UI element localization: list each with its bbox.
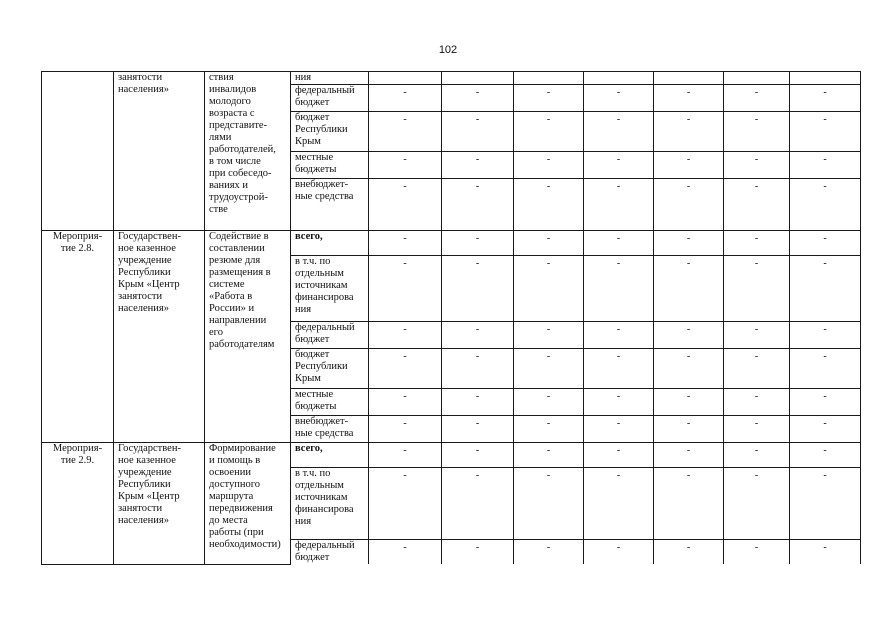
value-cell (724, 152, 790, 179)
value-cell (724, 416, 790, 443)
event-cell: Мероприя- тие 2.8. (42, 231, 114, 443)
value-cell (654, 540, 724, 565)
funding-source-cell: в т.ч. по отдельным источникам финансирова ния (291, 256, 369, 322)
value-text: - (616, 324, 621, 335)
value-cell (654, 72, 724, 85)
value-cell (442, 179, 514, 231)
value-cell (369, 72, 442, 85)
value-text: - (686, 470, 691, 481)
value-cell (790, 231, 861, 256)
funding-source-cell: местные бюджеты (291, 389, 369, 416)
value-text: - (823, 258, 827, 269)
value-text: - (475, 470, 480, 481)
value-text: - (475, 418, 480, 429)
table-row (42, 443, 861, 468)
value-text: - (403, 258, 407, 269)
value-cell (724, 112, 790, 152)
value-cell (654, 416, 724, 443)
value-text: - (546, 391, 551, 402)
value-text: - (754, 114, 759, 125)
value-text: - (823, 418, 827, 429)
table-row (42, 231, 861, 256)
value-cell (369, 85, 442, 112)
value-text: - (823, 470, 827, 481)
value-cell (790, 443, 861, 468)
value-cell (442, 85, 514, 112)
value-cell (369, 416, 442, 443)
value-cell (724, 179, 790, 231)
value-text: - (754, 351, 759, 362)
value-cell (654, 468, 724, 540)
event-cell (42, 72, 114, 231)
value-cell (654, 443, 724, 468)
value-cell (514, 322, 584, 349)
value-text: - (546, 181, 551, 192)
value-cell (724, 389, 790, 416)
funding-source-cell: федеральный бюджет (291, 85, 369, 112)
value-cell (654, 322, 724, 349)
value-cell (654, 256, 724, 322)
value-cell (514, 152, 584, 179)
value-text: - (546, 445, 551, 456)
funding-source-cell: внебюджет- ные средства (291, 416, 369, 443)
value-cell (724, 443, 790, 468)
value-text: - (475, 114, 480, 125)
value-text: - (546, 154, 551, 165)
value-cell (514, 85, 584, 112)
value-cell (514, 256, 584, 322)
value-text: - (403, 181, 407, 192)
value-cell (369, 231, 442, 256)
funding-source-cell: ния (291, 72, 369, 85)
value-text: - (686, 181, 691, 192)
value-cell (514, 72, 584, 85)
value-text: - (823, 233, 827, 244)
table-body (42, 72, 861, 565)
value-text: - (823, 181, 827, 192)
value-text: - (403, 114, 407, 125)
value-text: - (475, 181, 480, 192)
value-cell (369, 256, 442, 322)
executor-cell: Государствен- ное казенное учреждение Республики Крым «Центр занятости населения» (114, 443, 205, 565)
value-cell (442, 322, 514, 349)
value-text: - (823, 114, 827, 125)
value-cell (790, 152, 861, 179)
value-cell (790, 179, 861, 231)
value-cell (654, 179, 724, 231)
value-cell (514, 416, 584, 443)
value-cell (790, 256, 861, 322)
value-cell (514, 231, 584, 256)
value-cell (654, 349, 724, 389)
value-cell (584, 322, 654, 349)
value-cell (369, 443, 442, 468)
value-text: - (546, 418, 551, 429)
value-cell (442, 443, 514, 468)
value-text: - (403, 351, 407, 362)
value-text: - (686, 351, 691, 362)
value-cell (584, 443, 654, 468)
value-cell (584, 72, 654, 85)
value-cell (514, 468, 584, 540)
value-cell (790, 112, 861, 152)
value-text: - (754, 324, 759, 335)
value-text: - (403, 154, 407, 165)
value-cell (514, 443, 584, 468)
value-text: - (686, 233, 691, 244)
value-cell (654, 152, 724, 179)
value-text: - (686, 87, 691, 98)
value-text: - (403, 542, 407, 553)
value-text: - (403, 391, 407, 402)
value-cell (369, 389, 442, 416)
value-cell (790, 322, 861, 349)
funding-source-cell: внебюджет- ные средства (291, 179, 369, 231)
page-number: 102 (438, 44, 458, 56)
value-text: - (754, 418, 759, 429)
funding-source-cell: федеральный бюджет (291, 540, 369, 565)
executor-cell: занятости населения» (114, 72, 205, 231)
value-cell (724, 322, 790, 349)
value-cell (790, 540, 861, 565)
value-cell (514, 389, 584, 416)
funding-source-cell: федеральный бюджет (291, 322, 369, 349)
funding-source-cell: местные бюджеты (291, 152, 369, 179)
funding-source-cell: всего, (291, 231, 369, 256)
value-cell (790, 389, 861, 416)
value-text: - (686, 542, 691, 553)
measure-content-cell: Формирование и помощь в освоении доступного маршрута передвижения до места работы (при необходимости) (205, 443, 291, 565)
value-text: - (546, 87, 551, 98)
value-text: - (754, 154, 759, 165)
value-cell (724, 231, 790, 256)
value-cell (724, 540, 790, 565)
value-cell (514, 540, 584, 565)
value-text: - (754, 542, 759, 553)
value-text: - (823, 154, 827, 165)
value-cell (442, 112, 514, 152)
value-cell (442, 468, 514, 540)
value-cell (514, 179, 584, 231)
value-text: - (686, 114, 691, 125)
value-cell (724, 85, 790, 112)
value-cell (584, 231, 654, 256)
value-cell (724, 468, 790, 540)
value-text: - (616, 181, 621, 192)
value-cell (584, 468, 654, 540)
value-text: - (403, 233, 407, 244)
value-text: - (686, 418, 691, 429)
value-text: - (686, 324, 691, 335)
value-cell (584, 85, 654, 112)
value-text: - (546, 233, 551, 244)
value-text: - (754, 445, 759, 456)
value-text: - (403, 418, 407, 429)
value-cell (790, 416, 861, 443)
value-cell (369, 349, 442, 389)
value-text: - (823, 351, 827, 362)
value-cell (442, 231, 514, 256)
value-text: - (823, 391, 827, 402)
value-text: - (546, 470, 551, 481)
value-text: - (686, 154, 691, 165)
value-text: - (616, 233, 621, 244)
value-text: - (823, 445, 827, 456)
value-cell (369, 112, 442, 152)
value-text: - (475, 233, 480, 244)
value-cell (724, 256, 790, 322)
value-text: - (475, 391, 480, 402)
value-cell (369, 468, 442, 540)
value-text: - (616, 470, 621, 481)
value-text: - (823, 324, 827, 335)
value-text: - (616, 258, 621, 269)
value-text: - (754, 233, 759, 244)
value-text: - (403, 470, 407, 481)
value-cell (369, 540, 442, 565)
value-cell (584, 179, 654, 231)
value-text: - (546, 351, 551, 362)
value-cell (442, 152, 514, 179)
value-text: - (403, 87, 407, 98)
value-text: - (823, 542, 827, 553)
value-text: - (616, 154, 621, 165)
measure-content-cell: Содействие в составлении резюме для размещения в системе «Работа в России» и направлении его работодателям (205, 231, 291, 443)
value-text: - (546, 114, 551, 125)
funding-source-cell: бюджет Республики Крым (291, 112, 369, 152)
value-text: - (546, 542, 551, 553)
value-text: - (686, 391, 691, 402)
value-cell (442, 349, 514, 389)
value-text: - (616, 445, 621, 456)
executor-cell: Государствен- ное казенное учреждение Республики Крым «Центр занятости населения» (114, 231, 205, 443)
value-cell (514, 112, 584, 152)
value-cell (790, 349, 861, 389)
value-text: - (616, 542, 621, 553)
value-text: - (403, 324, 407, 335)
value-text: - (475, 542, 480, 553)
event-cell: Мероприя- тие 2.9. (42, 443, 114, 565)
measure-content-cell: ствия инвалидов молодого возраста с представите- лями работодателей, в том числе при собеседо- ваниях и трудоустрой- стве (205, 72, 291, 231)
value-cell (654, 112, 724, 152)
value-text: - (754, 391, 759, 402)
value-text: - (686, 445, 691, 456)
value-cell (584, 349, 654, 389)
value-cell (442, 256, 514, 322)
value-text: - (616, 391, 621, 402)
value-text: - (475, 324, 480, 335)
funding-source-cell: в т.ч. по отдельным источникам финансирова ния (291, 468, 369, 540)
value-cell (790, 85, 861, 112)
value-text: - (754, 470, 759, 481)
value-cell (514, 349, 584, 389)
value-cell (369, 322, 442, 349)
value-cell (369, 152, 442, 179)
value-cell (442, 72, 514, 85)
value-cell (654, 231, 724, 256)
value-cell (654, 85, 724, 112)
value-text: - (475, 351, 480, 362)
funding-table (41, 71, 861, 565)
value-text: - (475, 154, 480, 165)
value-text: - (546, 258, 551, 269)
value-cell (584, 152, 654, 179)
value-text: - (475, 258, 480, 269)
value-cell (584, 389, 654, 416)
value-text: - (754, 258, 759, 269)
value-cell (584, 256, 654, 322)
value-text: - (616, 351, 621, 362)
value-text: - (403, 445, 407, 456)
value-cell (790, 468, 861, 540)
value-cell (654, 389, 724, 416)
funding-source-cell: всего, (291, 443, 369, 468)
value-cell (584, 112, 654, 152)
value-text: - (823, 87, 827, 98)
value-cell (724, 72, 790, 85)
value-cell (790, 72, 861, 85)
value-cell (584, 416, 654, 443)
value-text: - (616, 114, 621, 125)
value-cell (724, 349, 790, 389)
value-cell (584, 540, 654, 565)
value-text: - (475, 87, 480, 98)
value-cell (442, 540, 514, 565)
value-cell (369, 179, 442, 231)
value-text: - (754, 87, 759, 98)
value-text: - (546, 324, 551, 335)
value-text: - (616, 87, 621, 98)
table-row (42, 72, 861, 85)
value-text: - (754, 181, 759, 192)
value-text: - (686, 258, 691, 269)
value-text: - (616, 418, 621, 429)
value-cell (442, 416, 514, 443)
value-text: - (475, 445, 480, 456)
funding-source-cell: бюджет Республики Крым (291, 349, 369, 389)
value-cell (442, 389, 514, 416)
